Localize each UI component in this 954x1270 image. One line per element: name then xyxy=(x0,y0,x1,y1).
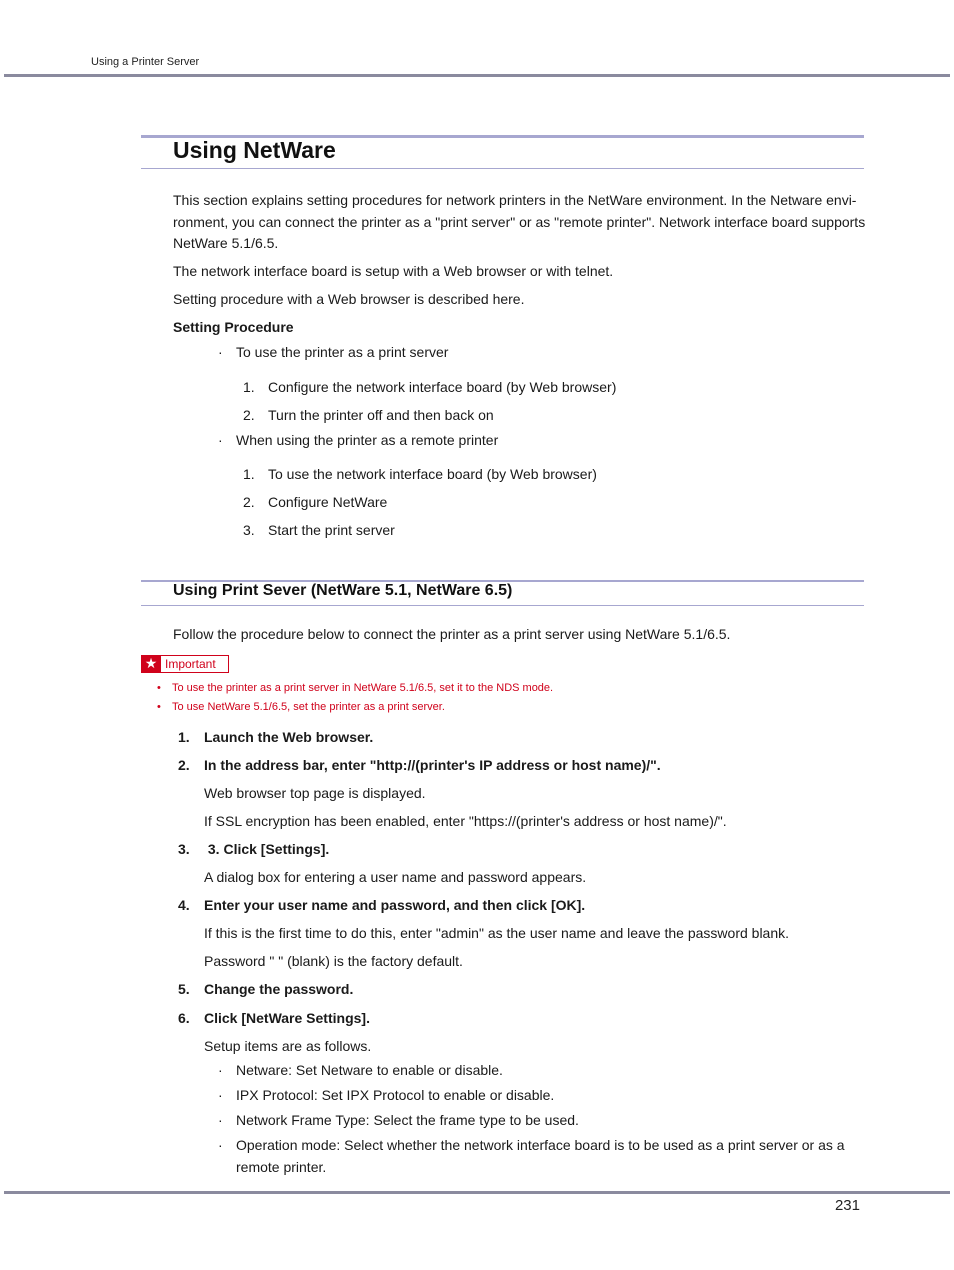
bullet-icon: • xyxy=(157,701,161,713)
bullet-icon: · xyxy=(218,1137,223,1153)
step-6-note: Setup items are as follows. xyxy=(204,1038,372,1054)
group2-label: When using the printer as a remote printer xyxy=(236,432,499,448)
step-number: 3. xyxy=(243,522,255,538)
subsection-title: Using Print Sever (NetWare 5.1, NetWare 6.5) xyxy=(173,582,513,599)
setup-item-ipx: IPX Protocol: Set IPX Protocol to enable or disable. xyxy=(236,1087,555,1103)
group1-label: To use the printer as a print server xyxy=(236,344,449,360)
intro-line-1: This section explains setting procedures for network printers in the NetWare environment. In the Netware envi- xyxy=(173,192,857,208)
step-number: 6. xyxy=(178,1010,190,1026)
paragraph-web-browser: Setting procedure with a Web browser is described here. xyxy=(173,291,525,307)
intro-line-2: ronment, you can connect the printer as a "print server" or as "remote printer". Network interface board supports xyxy=(173,214,866,230)
step-number: 2. xyxy=(178,757,190,773)
group1-step-1: Configure the network interface board (by Web browser) xyxy=(268,379,617,395)
section-title-rule-bottom xyxy=(141,168,864,169)
group2-step-2: Configure NetWare xyxy=(268,494,388,510)
running-header: Using a Printer Server xyxy=(91,56,200,68)
step-number: 2. xyxy=(243,494,255,510)
step-6-text: Click [NetWare Settings]. xyxy=(204,1010,370,1026)
bullet-icon: • xyxy=(157,682,161,694)
page-number: 231 xyxy=(834,1197,860,1214)
step-2-text: In the address bar, enter "http://(printer's IP address or host name)/". xyxy=(204,757,661,773)
procedure-heading: Setting Procedure xyxy=(173,319,294,335)
setup-item-frame-type: Network Frame Type: Select the frame type to be used. xyxy=(236,1112,579,1128)
subsection-intro: Follow the procedure below to connect the printer as a print server using NetWare 5.1/6.5. xyxy=(173,626,731,642)
step-4-note-2: Password " " (blank) is the factory default. xyxy=(204,953,463,969)
bullet-icon: · xyxy=(218,1112,223,1128)
subsection-title-rule-bottom xyxy=(141,605,864,606)
group1-step-2: Turn the printer off and then back on xyxy=(268,407,494,423)
setup-item-netware: Netware: Set Netware to enable or disable. xyxy=(236,1062,503,1078)
step-5-text: Change the password. xyxy=(204,981,354,997)
section-title: Using NetWare xyxy=(173,137,336,163)
step-number: 1. xyxy=(178,729,190,745)
bullet-icon: · xyxy=(218,432,223,448)
step-4-note-1: If this is the first time to do this, enter "admin" as the user name and leave the password blank. xyxy=(204,925,790,941)
step-4-text: Enter your user name and password, and then click [OK]. xyxy=(204,897,586,913)
important-label: Important xyxy=(165,657,216,671)
step-2-note-2: If SSL encryption has been enabled, enter "https://(printer's address or host name)/". xyxy=(204,813,727,829)
step-2-note-1: Web browser top page is displayed. xyxy=(204,785,426,801)
bullet-icon: · xyxy=(218,1062,223,1078)
step-number: 2. xyxy=(243,407,255,423)
step-number: 3. xyxy=(178,841,190,857)
step-number: 4. xyxy=(178,897,190,913)
important-note-1: To use the printer as a print server in NetWare 5.1/6.5, set it to the NDS mode. xyxy=(172,682,554,694)
step-3-text: 3. Click [Settings]. xyxy=(204,841,330,857)
intro-line-3: NetWare 5.1/6.5. xyxy=(173,235,279,251)
paragraph-setup-method: The network interface board is setup with a Web browser or with telnet. xyxy=(173,263,614,279)
important-badge xyxy=(141,655,229,673)
step-1-text: Launch the Web browser. xyxy=(204,729,374,745)
group2-step-1: To use the network interface board (by Web browser) xyxy=(268,466,597,482)
bullet-icon: · xyxy=(218,344,223,360)
setup-item-operation-mode-cont: remote printer. xyxy=(236,1159,327,1175)
important-note-2: To use NetWare 5.1/6.5, set the printer as a print server. xyxy=(172,701,445,713)
bullet-icon: · xyxy=(218,1087,223,1103)
setup-item-operation-mode: Operation mode: Select whether the network interface board is to be used as a print server or as a xyxy=(236,1137,845,1153)
step-3-note: A dialog box for entering a user name and password appears. xyxy=(204,869,587,885)
group2-step-3: Start the print server xyxy=(268,522,395,538)
step-number: 1. xyxy=(243,379,255,395)
star-icon: ★ xyxy=(141,655,161,673)
step-number: 5. xyxy=(178,981,190,997)
header-rule xyxy=(4,74,950,77)
footer-rule xyxy=(4,1191,950,1194)
step-number: 1. xyxy=(243,466,255,482)
